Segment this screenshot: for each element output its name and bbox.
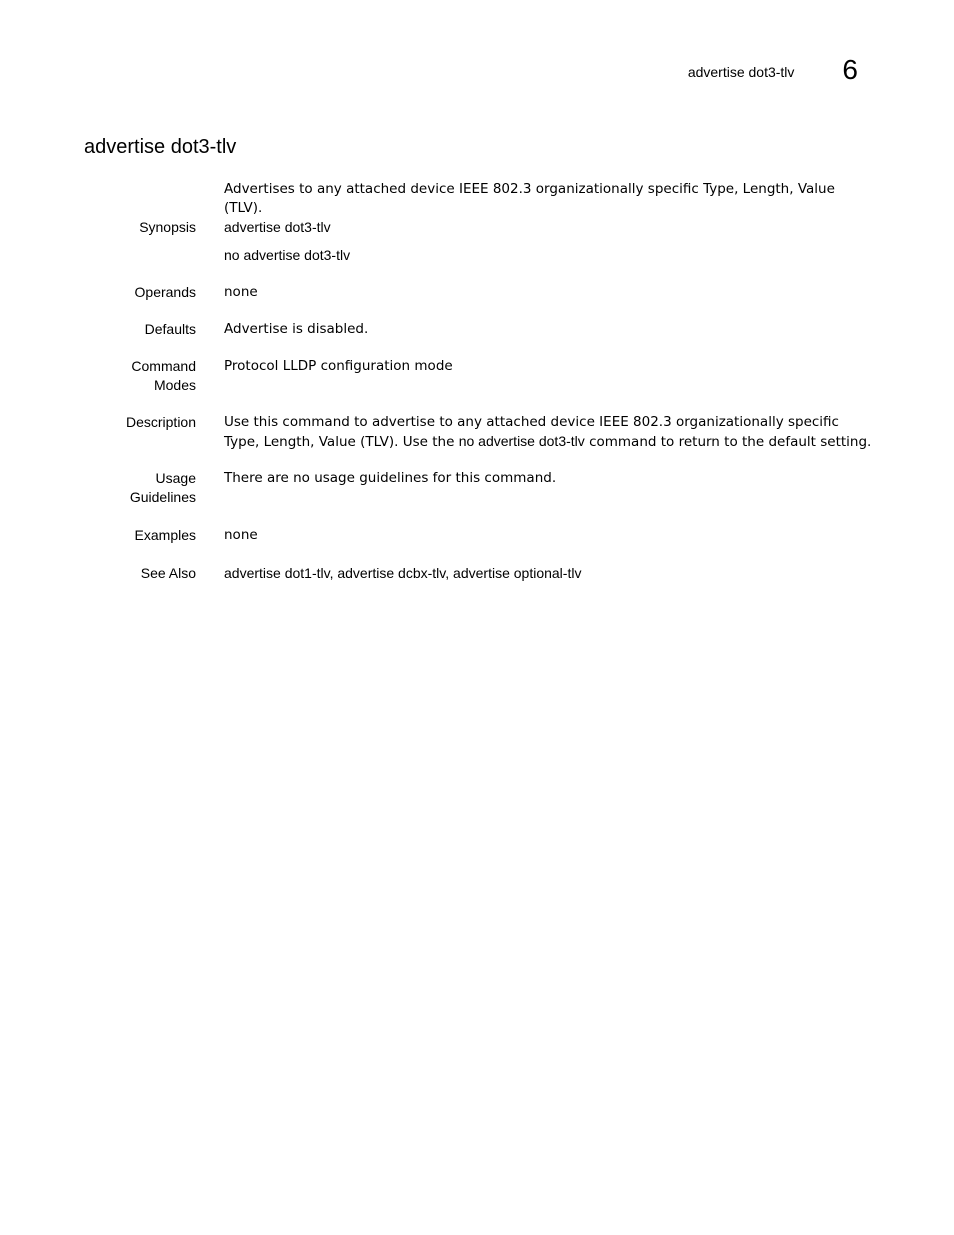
command-modes-text: Protocol LLDP configuration mode <box>224 358 453 374</box>
see-also-label: See Also <box>140 565 196 581</box>
see-also-link-optional[interactable]: advertise optional-tlv <box>453 565 582 581</box>
command-modes-label <box>76 357 196 395</box>
synopsis-line: no advertise dot3-tlv <box>224 247 351 263</box>
operands-text: none <box>224 284 258 300</box>
see-also-separator: , <box>329 565 338 581</box>
description-command: no advertise dot3-tlv <box>458 433 585 449</box>
defaults-label: Defaults <box>144 321 196 337</box>
usage-guidelines-label-line1: Usage <box>155 470 196 486</box>
running-title: advertise dot3-tlv <box>687 64 795 80</box>
synopsis-content <box>224 218 874 265</box>
synopsis-line: advertise dot3-tlv <box>224 219 331 235</box>
operands-label: Operands <box>134 284 196 300</box>
defaults-text: Advertise is disabled. <box>224 321 369 337</box>
chapter-number: 6 <box>842 54 858 85</box>
examples-text: none <box>224 527 258 543</box>
command-modes-label-line1: Command <box>131 358 196 374</box>
see-also-separator: , <box>445 565 454 581</box>
description-label: Description <box>125 414 196 430</box>
intro-text: Advertises to any attached device IEEE 802.3 organizationally specific Type, Length, Value (TLV). <box>224 181 835 216</box>
see-also-links <box>224 564 874 583</box>
synopsis-label: Synopsis <box>139 219 196 235</box>
examples-label: Examples <box>134 527 196 543</box>
page-title: advertise dot3-tlv <box>84 136 237 158</box>
see-also-link-dot1[interactable]: advertise dot1-tlv <box>224 565 330 581</box>
description-text-before: Use this command to advertise to any attached device IEEE 802.3 organizationally specific Type, Length, Value (TLV). Use the <box>224 414 839 450</box>
running-header <box>688 56 858 84</box>
description-text <box>224 413 874 452</box>
description-text-after: command to return to the default setting. <box>584 434 872 450</box>
usage-guidelines-text: There are no usage guidelines for this command. <box>224 470 557 486</box>
command-modes-label-line2: Modes <box>153 377 196 393</box>
usage-guidelines-label <box>76 469 196 507</box>
see-also-link-dcbx[interactable]: advertise dcbx-tlv <box>337 565 446 581</box>
usage-guidelines-label-line2: Guidelines <box>129 489 196 505</box>
